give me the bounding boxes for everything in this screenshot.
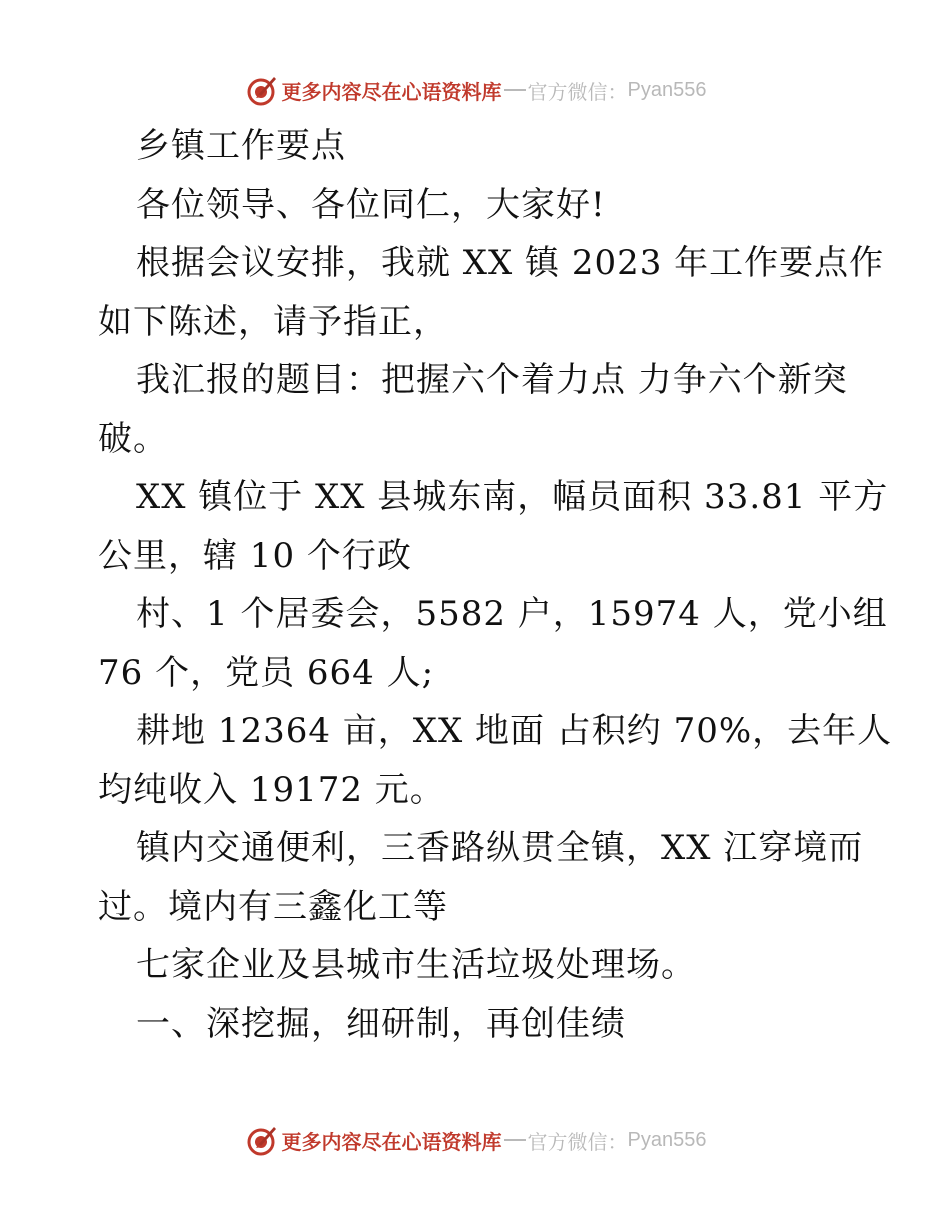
banner-wechat-id: Pyan556	[627, 1128, 707, 1151]
doc-line: XX 镇位于 XX 县城东南，幅员面积 33.81 平方	[136, 477, 889, 517]
doc-line: 各位领导、各位同仁，大家好!	[136, 184, 606, 225]
doc-line: 公里，辖 10 个行政	[98, 535, 412, 576]
quill-pen-logo-icon	[244, 73, 278, 107]
footer-watermark-banner	[0, 1120, 950, 1160]
doc-line: 七家企业及县城市生活垃圾处理场。	[136, 945, 696, 985]
doc-line: 根据会议安排，我就 XX 镇 2023 年工作要点作	[136, 243, 885, 283]
quill-pen-logo-icon	[244, 1123, 278, 1157]
document-body	[98, 117, 893, 1053]
banner-site-name: 更多内容尽在心语资料库	[281, 79, 502, 104]
doc-line: 耕地 12364 亩，XX 地面 占积约 70%，去年人	[136, 711, 893, 751]
doc-line: 过。境内有三鑫化工等	[98, 886, 448, 927]
doc-line: 均纯收入 19172 元。	[98, 769, 445, 810]
banner-wechat-label: 官方微信：	[527, 1129, 628, 1154]
doc-line: 76 个，党员 664 人;	[98, 652, 435, 693]
doc-line: 破。	[98, 418, 168, 459]
doc-section-heading: 一、深挖掘，细研制，再创佳绩	[136, 1003, 626, 1044]
banner-divider	[504, 89, 526, 91]
banner-divider	[504, 1139, 526, 1141]
doc-title: 乡镇工作要点	[136, 126, 346, 166]
banner-wechat-id: Pyan556	[627, 78, 707, 101]
doc-line: 村、1 个居委会，5582 户，15974 人，党小组	[136, 594, 888, 634]
doc-line: 我汇报的题目：把握六个着力点 力争六个新突	[136, 360, 848, 400]
banner-site-name: 更多内容尽在心语资料库	[281, 1129, 502, 1154]
doc-line: 镇内交通便利，三香路纵贯全镇，XX 江穿境而	[136, 828, 864, 868]
banner-wechat-label: 官方微信：	[527, 79, 628, 104]
header-watermark-banner	[0, 70, 950, 110]
doc-line: 如下陈述，请予指正，	[98, 301, 448, 342]
